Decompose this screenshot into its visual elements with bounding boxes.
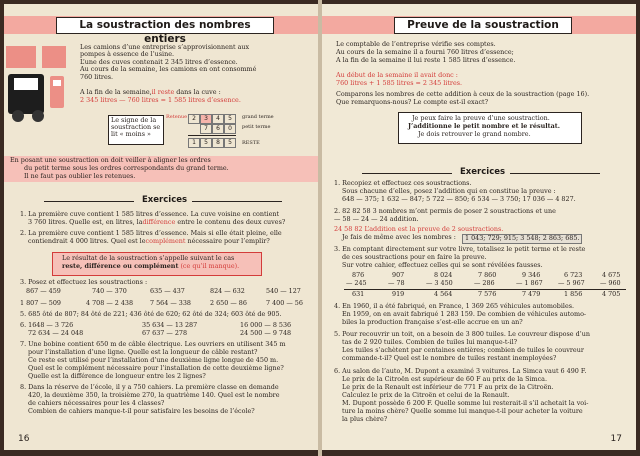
ex3-r1-c4: 824 — 632 <box>210 287 245 295</box>
ex6-r1-c2: 35 634 — 13 287 <box>142 321 198 329</box>
ex2-a: contiendrait 4 000 litres. Quel est le <box>28 237 146 245</box>
label-retenue: Retenue <box>166 114 188 120</box>
page-title: La soustraction des nombres entiers <box>56 17 274 34</box>
label-grand-terme: grand terme <box>242 114 274 120</box>
ex6-line-4: Calculez le prix de la Citroën et celui de la Renault. <box>342 391 510 399</box>
ex3-r1-c2: 740 — 370 <box>92 287 127 295</box>
digit: 2 <box>188 114 200 124</box>
ex1-b: entre le contenu des deux cuves? <box>175 218 286 226</box>
ex2-line-2 <box>28 238 270 246</box>
ex3-line-1: 3. En comptant directement sur votre livre, totalisez le petit terme et le reste <box>334 245 586 253</box>
sign-line-2: soustraction se <box>111 123 161 131</box>
ex6-line-5: M. Dupont possède 6 200 F. Quelle somme lui resterait-il s’il achetait la voi- <box>342 399 589 407</box>
result-terms: reste, différence ou complément <box>62 262 179 270</box>
rule-line-1: En posant une soustraction on doit veiller à aligner les ordres <box>10 156 211 164</box>
digit: 7 <box>200 124 212 134</box>
compare-line-1: Comparons les nombres de cette addition à ceux de la soustraction (page 16). <box>336 90 590 98</box>
intro-line-3: A la fin de la semaine il lui reste 1 585 litres d’essence. <box>336 56 516 64</box>
ex3-line-2: de ces soustractions pour en faire la preuve. <box>342 253 487 261</box>
ex6-r2-c1: 72 634 — 24 048 <box>28 329 84 337</box>
ex3-sub: — 245 <box>346 279 367 287</box>
ex8-line-3: de cahiers nécessaires pour les 4 classes? <box>28 399 165 407</box>
sign-line-3: lit « moins » <box>111 130 151 138</box>
ex3-top: 7 860 <box>478 271 497 279</box>
intro-line-1: Le comptable de l’entreprise vérifie ses comptes. <box>336 40 496 48</box>
ex8-line-2: 420, la deuxième 350, la troisième 270, la quatrième 140. Quel est le nombre <box>28 391 280 399</box>
rule-line-3: Il ne faut pas oublier les retenues. <box>24 172 136 180</box>
ex5-line-1: 5. Pour recouvrir un toit, on a besoin de 3 800 tuiles. Le couvreur dispose d’un <box>334 330 590 338</box>
proof-line-3: Je dois retrouver le grand nombre. <box>418 130 531 138</box>
ex2-line-1: 2. 82 82 58 3 nombres m’ont permis de poser 2 soustractions et une <box>334 207 556 215</box>
ex3-top: 8 024 <box>434 271 453 279</box>
pump-truck-illustration <box>4 44 74 124</box>
compare-line-2: Que remarquons-nous? Le compte est-il exact? <box>336 98 489 106</box>
ex7-line-3: Ce reste est utilisé pour l’installation d’une deuxième ligne longue de 450 m. <box>28 356 279 364</box>
ex3-r2-c3: 7 564 — 338 <box>150 299 191 307</box>
ex7-line-2: pour l’installation d’une ligne. Quelle est la longueur de câble restant? <box>28 348 258 356</box>
ex3-r1-c3: 635 — 437 <box>150 287 185 295</box>
ex2-line-1: 2. La première cuve contient 1 585 litres d’essence. Mais si elle était pleine, elle <box>20 229 282 237</box>
digit: 5 <box>224 138 236 148</box>
ex1-line-2: Sous chacune d’elles, posez l’addition qui en constitue la preuve : <box>342 187 556 195</box>
subtraction-diagram <box>166 112 276 152</box>
intro-subtraction: 2 345 litres — 760 litres = 1 585 litres d’essence. <box>80 96 241 104</box>
ex3-r2-c4: 2 650 — 86 <box>210 299 247 307</box>
ex5-line-2: tas de 2 920 tuiles. Combien de tuiles lui manque-t-il? <box>342 338 518 346</box>
ex3-title: 3. Posez et effectuez les soustractions : <box>20 278 148 286</box>
ex4-line-2: En 1959, on en avait fabriqué 1 283 159. De combien de véhicules automo- <box>342 310 587 318</box>
ex3-res: 7 576 <box>478 290 497 298</box>
ex6-line-1: 6. Au salon de l’auto, M. Dupont a examiné 3 voitures. La Simca vaut 6 490 F. <box>334 367 587 375</box>
ex3-top: 876 <box>352 271 365 279</box>
label-petit-terme: petit terme <box>242 124 271 130</box>
ex6-line-7: la plus chère? <box>342 415 388 423</box>
diagram-rule <box>188 135 236 136</box>
ex2-line-3: 24 58 82 L’addition est la preuve de 2 soustractions. <box>334 225 504 233</box>
red-line-1: Au début de la semaine il avait donc : <box>336 71 458 79</box>
intro-line-3: L’une des cuves contenait 2 345 litres d’essence. <box>80 58 238 66</box>
ex7-line-1: 7. Une bobine contient 650 m de câble électrique. Les ouvriers en utilisent 345 m <box>20 340 286 348</box>
ex3-r2-c1: 1 807 — 509 <box>20 299 61 307</box>
ex3-r2-c5: 7 400 — 56 <box>266 299 303 307</box>
intro-line-2: Au cours de la semaine il a fourni 760 litres d’essence; <box>336 48 514 56</box>
ex2-b: nécessaire pour l’emplir? <box>185 237 270 245</box>
ex3-res: 7 479 <box>522 290 541 298</box>
ex6-line-6: ture la moins chère? Quelle somme lui manque-t-il pour acheter la voiture <box>342 407 583 415</box>
intro-end-a: A la fin de la semaine, <box>80 88 152 96</box>
ex3-top: 907 <box>392 271 405 279</box>
exercises-heading: Exercices <box>142 195 188 205</box>
ex1-line-1: 1. Recopiez et effectuez ces soustractions. <box>334 179 472 187</box>
sign-line-1: Le signe de la <box>111 116 157 124</box>
ex-rule-left <box>362 173 452 174</box>
ex2-line-4: Je fais de même avec les nombres : <box>342 233 456 241</box>
page-16 <box>4 4 318 450</box>
ex3-sub: — 1 867 <box>516 279 543 287</box>
ex4-line-1: 4. En 1960, il a été fabriqué, en France, 1 369 265 véhicules automobiles. <box>334 302 575 310</box>
ex5-line-3: Les tuiles s’achètent par centaines entières; combien de tuiles le couvreur <box>342 346 584 354</box>
ex3-r2-c2: 4 708 — 2 438 <box>86 299 134 307</box>
intro-line-4: Au cours de la semaine, les camions en ont consommé <box>80 65 257 73</box>
exercises-heading: Exercices <box>460 167 506 177</box>
ex3-top: 6 723 <box>564 271 583 279</box>
ex5-line-4: commande-t-il? Quel est le nombre de tuiles restant inemployées? <box>342 354 557 362</box>
ex1-line-2 <box>28 219 285 227</box>
label-reste: RESTE <box>242 140 260 146</box>
page-number: 17 <box>610 434 622 444</box>
ex3-line-3: Sur votre cahier, effectuez celles qui se sont révélées fausses. <box>342 261 543 269</box>
ex3-res: 631 <box>352 290 365 298</box>
proof-line-1: Je peux faire la preuve d’une soustraction. <box>412 114 550 122</box>
ex6-r2-c3: 24 500 — 9 748 <box>240 329 292 337</box>
digit: 3 <box>200 114 212 124</box>
ex5: 5. 685 ôté de 807; 84 ôté de 221; 436 ôté de 620; 62 ôté de 324; 603 ôté de 905. <box>20 310 282 318</box>
ex3-sub: — 960 <box>600 279 621 287</box>
ex6-r1-c1: 6. 1648 — 3 726 <box>20 321 74 329</box>
ex3-sub: — 286 <box>474 279 495 287</box>
digit: 1 <box>188 138 200 148</box>
digit: 4 <box>212 114 224 124</box>
result-line-1: Le résultat de la soustraction s’appelle suivant le cas <box>62 254 235 262</box>
ex3-sub: — 3 450 <box>426 279 453 287</box>
intro-line-2: pompes à essence de l’usine. <box>80 50 175 58</box>
ex3-top: 9 346 <box>522 271 541 279</box>
ex3-r1-c5: 540 — 127 <box>266 287 301 295</box>
page-title: Preuve de la soustraction <box>394 17 572 34</box>
ex1-diff: différence <box>142 218 176 226</box>
ex3-res: 4 564 <box>434 290 453 298</box>
digit: 8 <box>212 138 224 148</box>
intro-line-1: Les camions d’une entreprise s’approvisionnent aux <box>80 43 250 51</box>
ex2-comp: complément <box>145 237 186 245</box>
result-line-2 <box>62 263 239 271</box>
ex4-line-3: biles la production française s’est-elle accrue en un an? <box>342 318 523 326</box>
result-note: (ce qu’il manque). <box>178 262 240 270</box>
ex3-top: 4 675 <box>602 271 621 279</box>
ex3-res: 1 856 <box>564 290 583 298</box>
ex3-res: 4 705 <box>602 290 621 298</box>
ex1-a: 3 760 litres. Quelle est, en litres, la <box>28 218 143 226</box>
intro-end-b: dans la cuve : <box>174 88 221 96</box>
digit: 5 <box>224 114 236 124</box>
page-number: 16 <box>18 434 30 444</box>
ex1-line-3: 648 — 375; 1 632 — 847; 5 722 — 850; 6 534 — 3 750; 17 036 — 4 827. <box>342 195 576 203</box>
ex1-line-1: 1. La première cuve contient 1 585 litres d’essence. La cuve voisine en contient <box>20 210 280 218</box>
ex3-sub: — 78 <box>388 279 405 287</box>
ex-rule-right <box>510 173 600 174</box>
proof-line-2: J’additionne le petit nombre et le résultat. <box>408 122 560 130</box>
intro-line-5: 760 litres. <box>80 73 114 81</box>
ex8-line-1: 8. Dans la réserve de l’école, il y a 750 cahiers. La première classe en demande <box>20 383 279 391</box>
ex-rule-right <box>192 201 282 202</box>
ex8-line-4: Combien de cahiers manque-t-il pour satisfaire les besoins de l’école? <box>28 407 255 415</box>
ex3-r1-c1: 867 — 459 <box>26 287 61 295</box>
digit: 0 <box>224 124 236 134</box>
digit: 6 <box>212 124 224 134</box>
ex7-line-4: Quel est le complément nécessaire pour l’installation de cette deuxième ligne? <box>28 364 284 372</box>
ex6-r2-c2: 67 637 — 278 <box>142 329 188 337</box>
ex6-r1-c3: 16 000 — 8 536 <box>240 321 292 329</box>
digit: 5 <box>200 138 212 148</box>
page-17 <box>322 4 636 450</box>
red-line-2: 760 litres + 1 585 litres = 2 345 litres. <box>336 79 463 87</box>
ex-rule-left <box>44 201 134 202</box>
ex2-line-2: — 58 — 24 — 24 addition. <box>334 215 419 223</box>
intro-reste: il reste <box>151 88 175 96</box>
ex2-numbers: 1 043; 729; 915; 3 548; 2 863; 685. <box>462 234 582 244</box>
ex6-line-3: Le prix de la Renault est inférieur de 771 F au prix de la Citroën. <box>342 383 554 391</box>
ex6-line-2: Le prix de la Citroën est supérieur de 60 F au prix de la Simca. <box>342 375 548 383</box>
ex3-sub: — 5 967 <box>558 279 585 287</box>
ex3-res: 919 <box>392 290 405 298</box>
rule-line-2: du petit terme sous les ordres correspondants du grand terme. <box>24 164 229 172</box>
ex7-line-5: Quelle est la différence de longueur entre les 2 lignes? <box>28 372 206 380</box>
